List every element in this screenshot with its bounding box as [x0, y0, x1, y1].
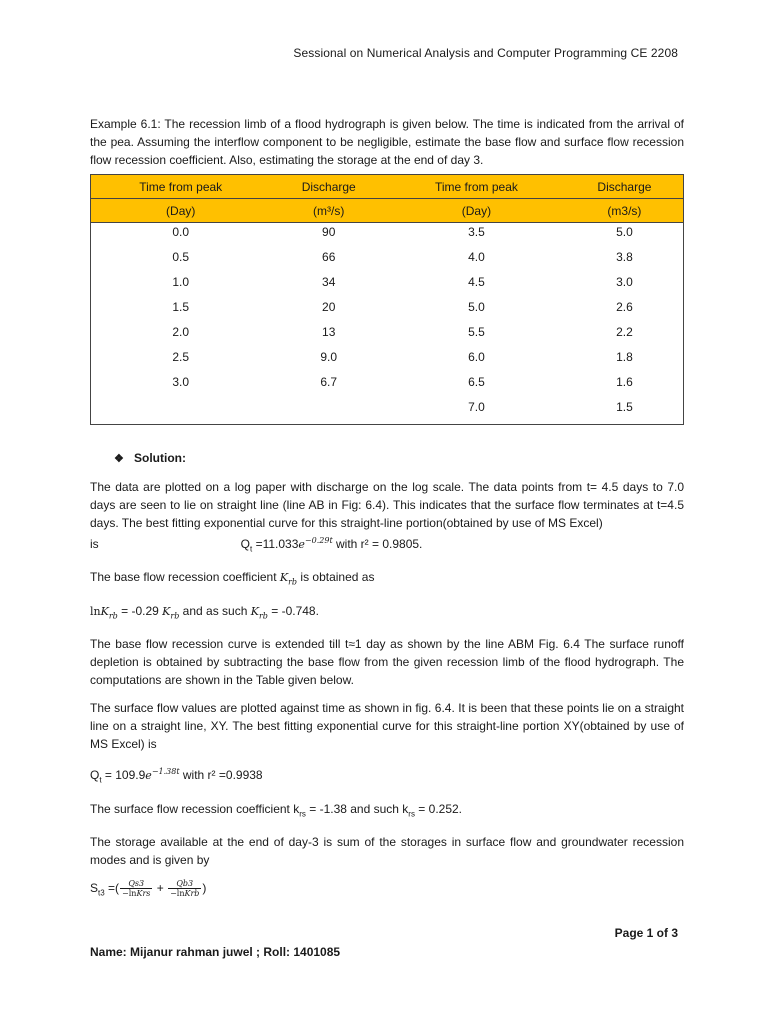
discharge-table: [90, 174, 684, 425]
table-cell: 3.8: [566, 248, 684, 273]
table-header-row: [91, 199, 684, 223]
table-header-row: [91, 175, 684, 199]
table-header-cell: (m³/s): [270, 199, 387, 223]
solution-paragraph-7: The storage available at the end of day-3 is sum of the storages in surface flow and groundwater recession modes and is given by: [90, 834, 684, 867]
table-cell: 3.0: [566, 273, 684, 298]
table-cell: 90: [322, 225, 336, 239]
fraction-surface: $\frac{Qs3}{\text{−lnKrs}}$: [122, 879, 151, 899]
table-cell: 0.5: [91, 248, 271, 273]
table-row: [91, 373, 684, 398]
solution-paragraph-3: lnK$_{rb}$ = -0.29 $K_{rb}$ and as such $K_{rb} = -0.748$.: [90, 603, 319, 621]
example-statement: Example 6.1: The recession limb of a flood hydrograph is given below. The time is indicated from the arrival of the pea. Assuming the interflow component to be negligible, estimate the base flow and surface flow recession flow recession coefficient. Also, estimating the storage at the end of day 3.: [90, 117, 684, 167]
table-header-cell: Discharge: [270, 175, 387, 199]
solution-paragraph-6: The surface flow recession coefficient $k_{rs} = -1.38$ and such $k_{rs} = 0.252$.: [90, 801, 463, 818]
table-row: [91, 223, 684, 249]
page-content: [90, 115, 684, 902]
table-row: [91, 273, 684, 298]
table-header-cell: (Day): [91, 199, 271, 223]
table-header-cell: Time from peak: [387, 175, 566, 199]
table-cell: 1.0: [91, 273, 271, 298]
table-cell: [91, 398, 271, 425]
table-row: [91, 323, 684, 348]
table-row: [91, 248, 684, 273]
author-line: Name: Mijanur rahman juwel ; Roll: 1401085: [90, 945, 341, 959]
table-cell: 1.5: [91, 298, 271, 323]
table-cell: 9.0: [320, 350, 338, 364]
table-cell: 2.2: [566, 323, 684, 348]
table-header-cell: (m3/s): [566, 199, 684, 223]
table-cell: 20: [322, 300, 336, 314]
solution-paragraph-2: The base flow recession coefficient $K_{rb}$ is obtained as: [90, 570, 375, 587]
equation-base-flow: $Q_t =11.033e^{-0.29t}$ with r² = 0.9805.: [240, 536, 423, 554]
solution-label: Solution:: [134, 451, 186, 465]
page-number: Page 1 of 3: [614, 926, 678, 940]
page-header: Sessional on Numerical Analysis and Computer Programming CE 2208: [293, 46, 678, 60]
table-row: [91, 348, 684, 373]
table-cell: 66: [322, 250, 336, 264]
table-cell: 5.0: [468, 300, 485, 314]
is-label: is: [90, 537, 99, 551]
table-cell: 3.5: [468, 225, 485, 239]
table-header-cell: (Day): [387, 199, 566, 223]
equation-surface-flow: $Q_t = 109.9e^{-1.38t}$ with r² =0.9938: [90, 767, 263, 785]
solution-paragraph-5: The surface flow values are plotted against time as shown in fig. 6.4. It is been that these points lie on a straight line on a straight line, XY. The best fitting exponential curve for this straight-line portion XY(obtained by use of MS Excel) is: [90, 701, 684, 752]
table-header-cell: Discharge: [566, 175, 684, 199]
table-cell: 4.0: [468, 250, 485, 264]
table-cell: 2.5: [91, 348, 271, 373]
fraction-base: $\frac{Qb3}{\text{−lnKrb}}$: [170, 879, 200, 899]
diamond-bullet-icon: ❖: [114, 453, 124, 465]
table-row: [91, 298, 684, 323]
table-cell: 6.7: [320, 375, 338, 389]
table-cell: 3.0: [91, 373, 271, 398]
table-row: [91, 398, 684, 425]
table-cell: 1.5: [566, 398, 684, 425]
table-cell: 0.0: [91, 223, 271, 249]
table-cell: 6.0: [468, 350, 485, 364]
table-cell: [270, 398, 387, 425]
table-cell: 34: [322, 275, 336, 289]
table-cell: 7.0: [387, 398, 566, 425]
paragraph-text: The data are plotted on a log paper with discharge on the log scale. The data points from t= 4.5 days to 7.0 days are seen to lie on straight line (line AB in Fig: 6.4). This indicates that the surface flow terminates at t=4.5 days. The best fitting exponential curve for this straight-line portion(obtained by use of MS Excel): [90, 480, 684, 530]
storage-equation: $S_{t3}$ =( $\frac{Qs3}{\text{−lnKrs}}$ + $\frac{Qb3}{\text{−lnKrb}}$ ): [90, 879, 207, 899]
table-cell: 6.5: [468, 375, 485, 389]
table-cell: 4.5: [468, 275, 485, 289]
table-cell: 2.6: [566, 298, 684, 323]
table-cell: 5.5: [468, 325, 485, 339]
table-cell: 1.8: [566, 348, 684, 373]
solution-paragraph-4: The base flow recession curve is extended till t≈1 day as shown by the line ABM Fig. 6.4 The surface runoff depletion is obtained by subtracting the base flow from the given recession limb of the flood hydrograph. The computations are shown in the Table given below.: [90, 637, 684, 688]
table-cell: 1.6: [566, 373, 684, 398]
table-body: [91, 223, 684, 425]
table-cell: 2.0: [91, 323, 271, 348]
table-cell: 5.0: [566, 223, 684, 249]
table-cell: 13: [322, 325, 336, 339]
table-header-cell: Time from peak: [91, 175, 271, 199]
solution-paragraph-1: [90, 478, 684, 558]
solution-heading: [114, 449, 684, 468]
